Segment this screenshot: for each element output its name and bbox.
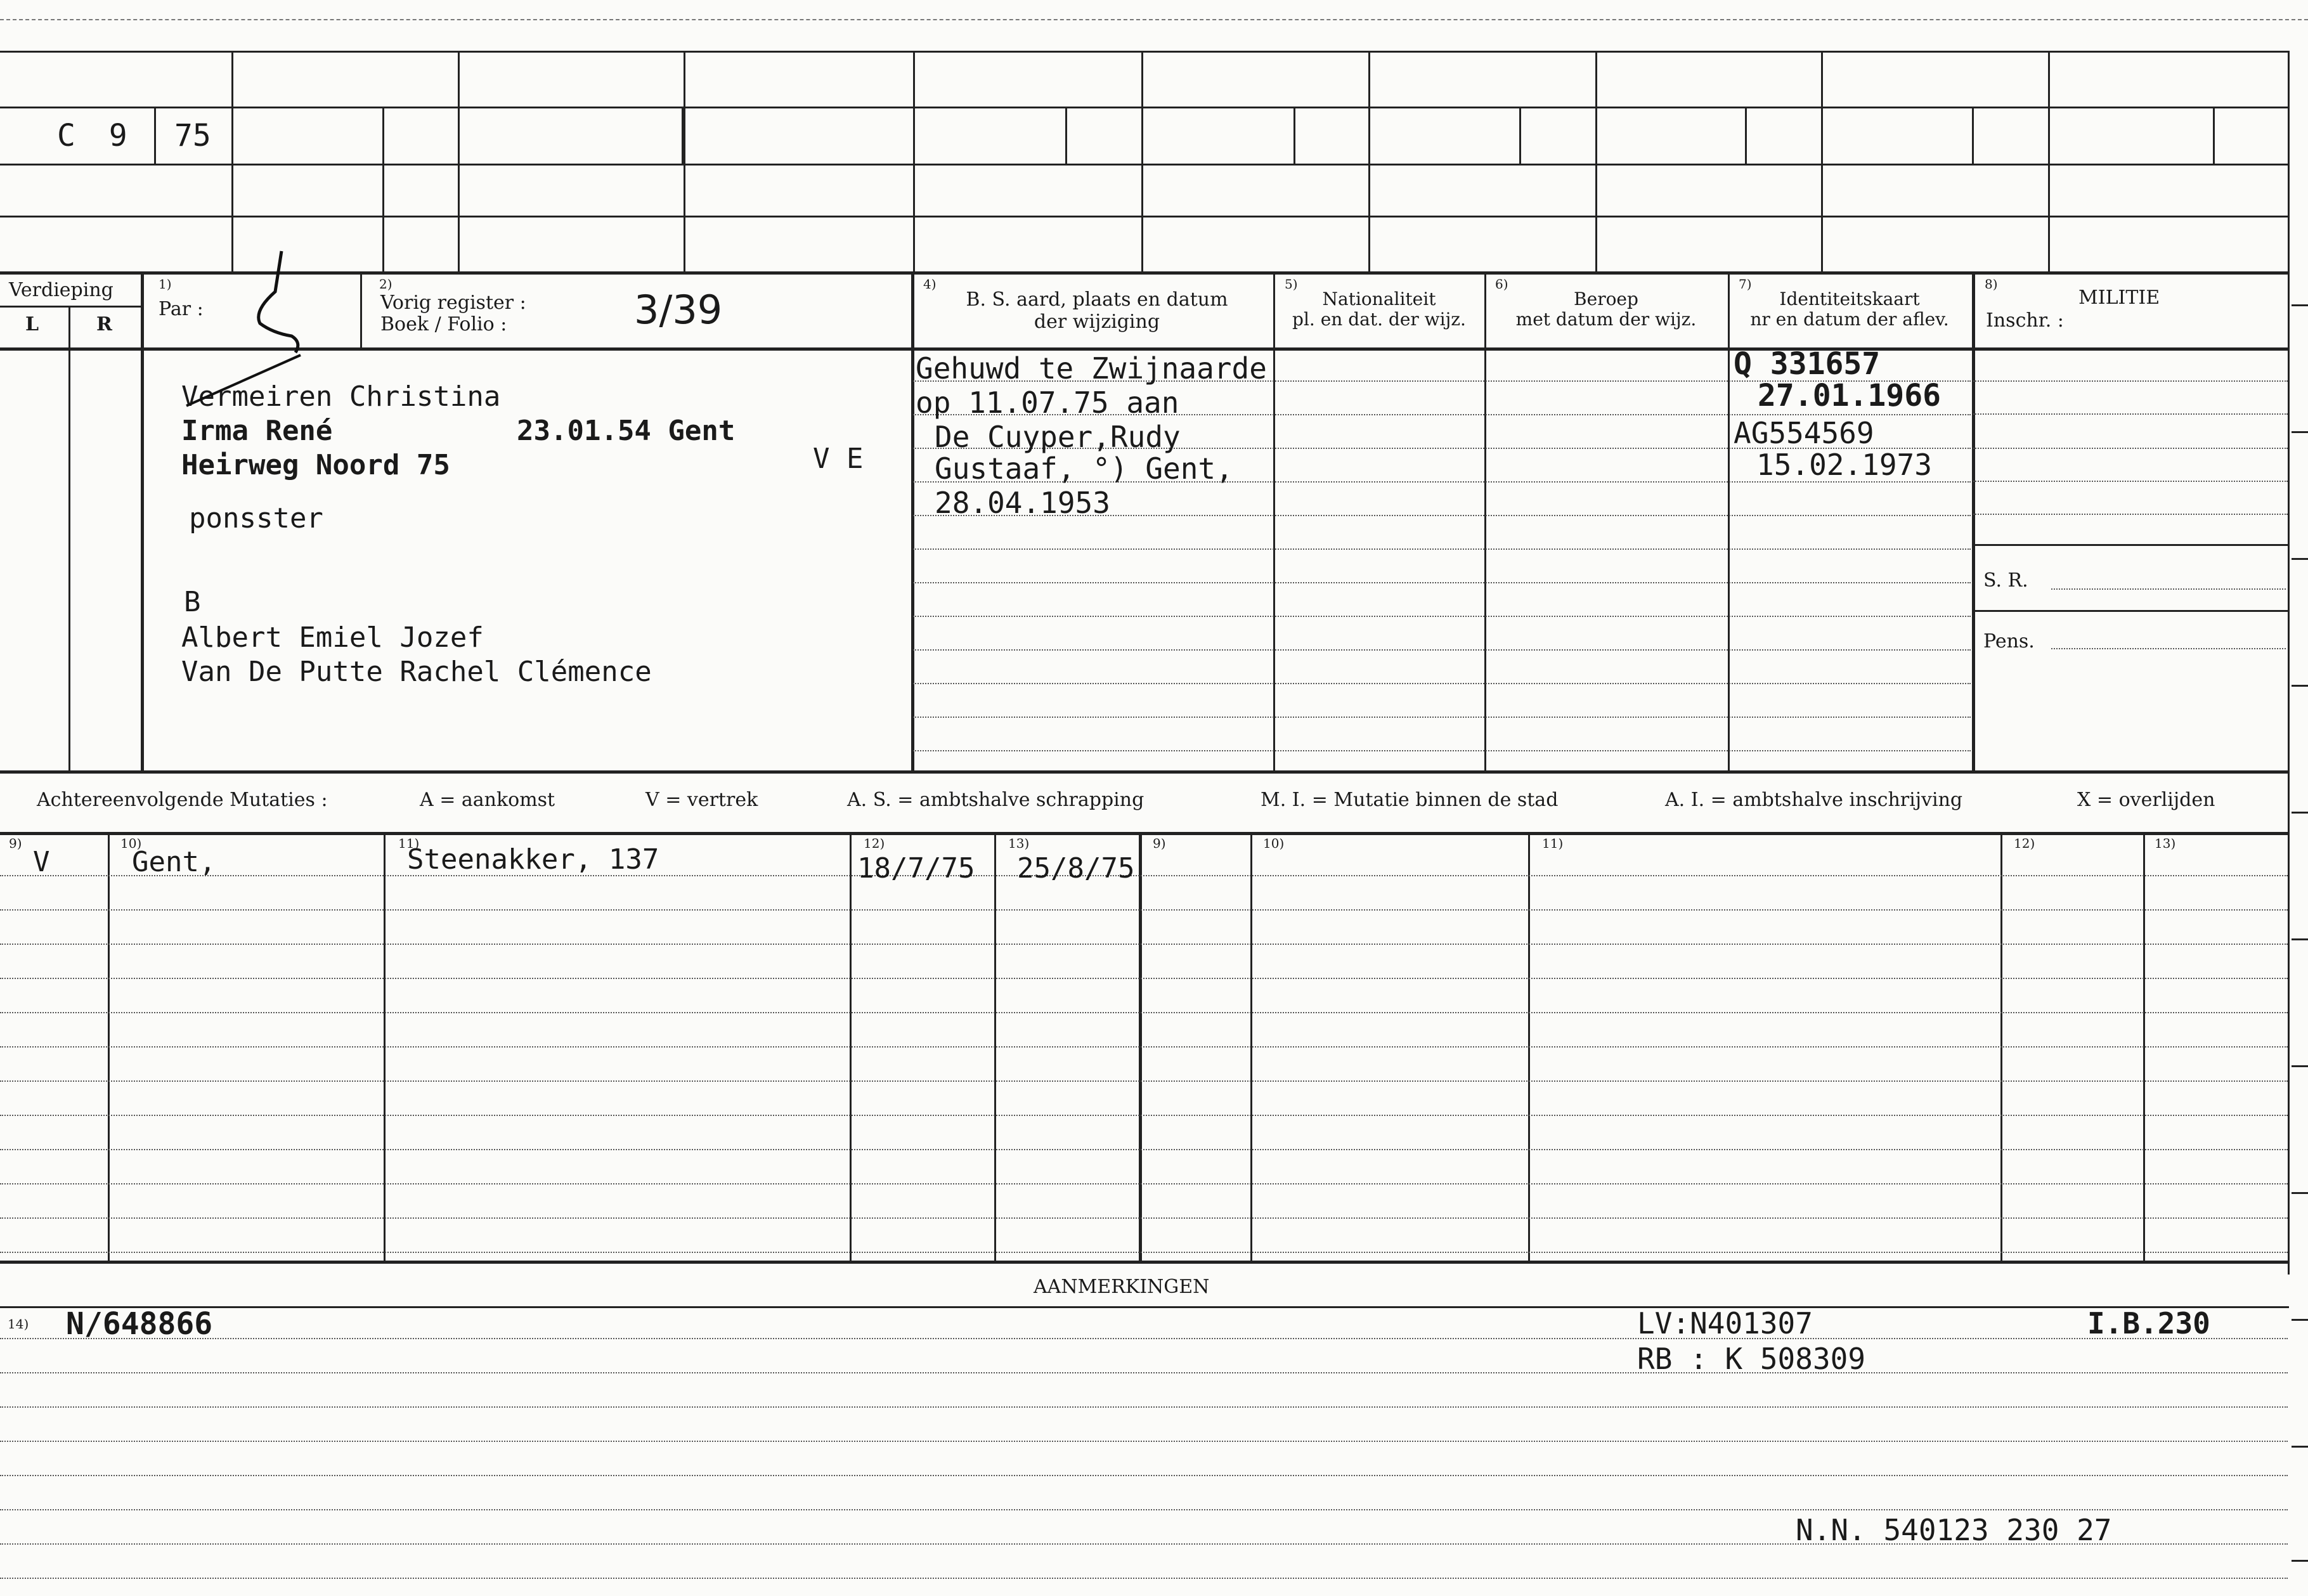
ruling-line: [0, 1183, 2288, 1184]
mut-col-13b: 13): [2155, 836, 2176, 851]
top-block-divider: [1065, 108, 1067, 165]
top-block-line: [0, 164, 2289, 165]
ruling-line: [913, 717, 1971, 718]
right-label: R: [96, 313, 112, 335]
edge-tick: [2292, 1560, 2308, 1562]
top-block-divider: [154, 108, 156, 165]
remarks-rb: RB : K 508309: [1637, 1342, 1866, 1376]
ruling-line: [1973, 413, 2288, 415]
field-number-4: 4): [923, 276, 937, 292]
ruling-line: [0, 1475, 2288, 1476]
legend-a: A = aankomst: [420, 789, 555, 811]
bs-divider: [911, 273, 914, 772]
ruling-line: [913, 616, 1971, 617]
person-mother: Van De Putte Rachel Clémence: [181, 656, 652, 688]
nat-header-line1: Nationaliteit: [1322, 289, 1436, 309]
field-number-14: 14): [8, 1316, 29, 1332]
legend-mi: M. I. = Mutatie binnen de stad: [1261, 789, 1559, 811]
top-block-divider: [2048, 51, 2050, 273]
ruling-line: [1973, 448, 2288, 449]
ruling-line: [913, 582, 1971, 583]
mut-col-11: 11): [398, 836, 420, 851]
person-address: Heirweg Noord 75: [181, 449, 450, 481]
vorig-divider: [360, 273, 362, 347]
top-block-divider: [458, 51, 460, 273]
beroep-header: [1486, 289, 1727, 330]
person-occupation: ponsster: [189, 502, 323, 535]
legend-as: A. S. = ambtshalve schrapping: [847, 789, 1144, 811]
remarks-ib: I.B.230: [2087, 1306, 2210, 1340]
legend-ai: A. I. = ambtshalve inschrijving: [1665, 789, 1963, 811]
top-block-divider: [1141, 51, 1143, 273]
ruling-line: [0, 1441, 2288, 1442]
id-card-date-2: 15.02.1973: [1756, 448, 1932, 482]
par-label: Par :: [159, 298, 204, 320]
mutation-date-1: 18/7/75: [857, 852, 975, 885]
civil-line-4: Gustaaf, °) Gent,: [935, 451, 1233, 486]
ruling-line: [0, 944, 2288, 945]
field-number-2: 2): [379, 276, 392, 292]
mut-col-10b: 10): [1263, 836, 1285, 851]
id-header-line2: nr en datum der aflev.: [1750, 309, 1949, 330]
legend-x: X = overlijden: [2077, 789, 2215, 811]
id-header: [1729, 289, 1970, 330]
ruling-line: [1973, 514, 2288, 515]
sr-label: S. R.: [1983, 569, 2028, 592]
person-birth: 23.01.54 Gent: [517, 415, 736, 447]
top-block-divider: [1519, 108, 1521, 165]
edge-tick: [2292, 1319, 2308, 1321]
bs-header-line1: B. S. aard, plaats en datum: [966, 289, 1228, 311]
ruling-line: [0, 1217, 2288, 1219]
person-name-text: Vermeiren Christina: [181, 380, 501, 413]
top-block-divider: [1595, 51, 1597, 273]
ruling-line: [0, 875, 2288, 876]
lr-divider: [68, 306, 70, 772]
top-block-divider: [1293, 108, 1295, 165]
beroep-divider: [1484, 273, 1486, 772]
edge-tick: [2292, 304, 2308, 306]
nat-header-line2: pl. en dat. der wijz.: [1292, 309, 1466, 330]
top-code-letter-number: C 9: [57, 118, 135, 153]
ruling-line: [0, 1338, 2288, 1339]
ruling-line: [913, 649, 1971, 651]
top-code-number: 75: [174, 118, 211, 153]
top-block-divider: [382, 108, 384, 273]
field-number-8: 8): [1985, 276, 1998, 292]
mut-col-11b: 11): [1542, 836, 1564, 851]
legend-v: V = vertrek: [645, 789, 758, 811]
ruling-line: [1973, 481, 2288, 482]
civil-line-1: Gehuwd te Zwijnaarde: [916, 351, 1267, 386]
boek-folio-label: Boek / Folio :: [380, 313, 507, 335]
field-number-7: 7): [1739, 276, 1752, 292]
mut-col-10: 10): [120, 836, 142, 851]
remarks-title-line: [0, 1306, 2289, 1308]
header-top-line: [0, 271, 2289, 275]
militie-line: [1973, 544, 2288, 546]
main-bottom-line: [0, 770, 2289, 774]
remarks-nn: N.N. 540123 230 27: [1796, 1513, 2112, 1547]
ruling-line: [0, 1149, 2288, 1150]
left-label: L: [25, 313, 39, 335]
mutation-date-2: 25/8/75: [1017, 852, 1135, 885]
sr-dotline: [2051, 588, 2286, 590]
top-block-divider: [1821, 51, 1823, 273]
top-edge-line: [0, 19, 2308, 20]
top-block-line: [0, 107, 2289, 108]
civil-line-5: 28.04.1953: [935, 486, 1110, 520]
id-card-date-1: 27.01.1966: [1758, 378, 1941, 413]
inschr-label: Inschr. :: [1986, 309, 2064, 332]
ruling-line: [913, 683, 1971, 684]
mut-col-13: 13): [1008, 836, 1030, 851]
sex-mark: V E: [813, 443, 864, 475]
ruling-line: [0, 1509, 2288, 1510]
top-block-divider: [2213, 108, 2215, 165]
field-number-1: 1): [159, 276, 172, 292]
edge-tick: [2292, 1065, 2308, 1067]
beroep-header-line1: Beroep: [1574, 289, 1638, 309]
par-signature: [241, 247, 311, 355]
edge-tick: [2292, 431, 2308, 433]
ruling-line: [0, 1252, 2288, 1253]
verdieping-label: Verdieping: [9, 279, 113, 301]
top-block-line: [0, 51, 2289, 53]
top-block-divider: [682, 108, 684, 165]
ruling-line: [0, 909, 2288, 911]
verdieping-line: [0, 306, 141, 308]
ruling-line: [0, 1012, 2288, 1013]
id-header-line1: Identiteitskaart: [1779, 289, 1920, 309]
person-given-names: Irma René: [181, 415, 333, 447]
ruling-line: [913, 750, 1971, 751]
bs-header-line2: der wijziging: [1034, 310, 1160, 333]
top-block-divider: [684, 51, 685, 273]
ruling-line: [0, 1115, 2288, 1116]
mut-col-12b: 12): [2014, 836, 2035, 851]
civil-line-3: De Cuyper,Rudy: [935, 420, 1181, 454]
vorig-register-label: Vorig register :: [380, 292, 526, 314]
nat-divider: [1273, 273, 1275, 772]
top-block-divider: [231, 51, 233, 273]
ruling-line: [0, 1406, 2288, 1408]
mut-col-9b: 9): [1153, 836, 1166, 851]
par-divider: [141, 273, 144, 772]
edge-tick: [2292, 1446, 2308, 1448]
right-border: [2288, 51, 2290, 1275]
mutation-type: V: [33, 846, 50, 878]
edge-tick: [2292, 938, 2308, 940]
militie-divider: [1972, 273, 1975, 772]
mutations-top-line: [0, 832, 2289, 835]
militie-label: MILITIE: [2078, 287, 2160, 309]
militie-line: [1973, 610, 2288, 612]
header-bottom-line: [0, 347, 2289, 351]
civil-line-2: op 11.07.75 aan: [916, 386, 1179, 420]
person-father: Albert Emiel Jozef: [181, 621, 484, 654]
id-divider: [1728, 273, 1730, 772]
edge-tick: [2292, 812, 2308, 814]
edge-tick: [2292, 558, 2308, 560]
ruling-line: [0, 1578, 2288, 1579]
pens-label: Pens.: [1983, 630, 2035, 652]
top-block-divider: [913, 51, 915, 273]
edge-tick: [2292, 685, 2308, 687]
top-block-divider: [1972, 108, 1974, 165]
strike-mark: [180, 342, 307, 412]
mutation-place: Gent,: [132, 846, 216, 878]
pens-dotline: [2051, 648, 2286, 649]
bs-header: [932, 289, 1262, 333]
ruling-line: [0, 1372, 2288, 1373]
mutation-address: Steenakker, 137: [407, 843, 659, 876]
nat-header: [1274, 289, 1484, 330]
ruling-line: [1973, 380, 2288, 382]
ruling-line: [0, 978, 2288, 979]
id-card-number-2: AG554569: [1734, 416, 1874, 450]
remarks-lv: LV:N401307: [1637, 1306, 1813, 1340]
ruling-line: [913, 548, 1971, 550]
mutations-title: Achtereenvolgende Mutaties :: [37, 789, 328, 811]
field-number-6: 6): [1495, 276, 1508, 292]
top-block-line: [0, 216, 2289, 217]
ruling-line: [0, 1080, 2288, 1082]
beroep-header-line2: met datum der wijz.: [1515, 309, 1697, 330]
person-status: B: [184, 586, 201, 618]
mutations-bottom-line: [0, 1261, 2289, 1264]
remarks-n-number: N/648866: [66, 1306, 213, 1342]
remarks-title: AANMERKINGEN: [1034, 1276, 1210, 1298]
top-block-divider: [1745, 108, 1747, 165]
ruling-line: [0, 1046, 2288, 1048]
mut-col-12: 12): [864, 836, 885, 851]
folio-value: 3/39: [634, 287, 723, 333]
field-number-5: 5): [1285, 276, 1298, 292]
top-block-divider: [1368, 51, 1370, 273]
id-card-number-1: Q 331657: [1734, 346, 1881, 382]
mut-col-9: 9): [9, 836, 22, 851]
edge-tick: [2292, 1192, 2308, 1194]
